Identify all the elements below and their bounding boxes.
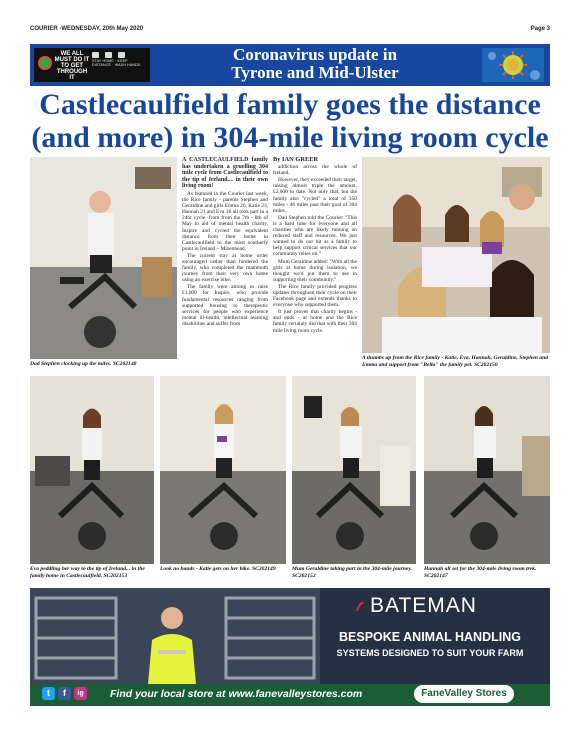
photo-eva [30,376,154,564]
virus-image [482,48,544,82]
twitter-icon[interactable]: t [42,687,55,700]
badge-subtitle: STAY HOME · KEEP DISTANCE · WASH HANDS [92,59,141,67]
ad-photo [30,588,320,684]
fane-valley-logo: FaneValley Stores [414,685,514,703]
article-paragraph: It just proves that charity begins - and ends - at home and the Rice family certainly did that with their 304 mile living room cycle. [273,309,357,334]
badge-title: WE ALL MUST DO IT TO GET THROUGH IT [54,51,90,81]
ad-store-link[interactable]: Find your local store at www.fanevalleystores.com [110,688,363,700]
article-lead: A CASTLECAULFIELD family has undertaken a gruelling 304 mile cycle from Castlecaulfield to the tip of Ireland.... in their own living room! [182,157,268,190]
headline: Castlecaulfield family goes the distance (and more) in 304-mile living room cycle [31,88,549,154]
article-col-2 [273,157,357,371]
banner-title-line1: Coronavirus update in [232,45,398,64]
caption-dad: Dad Stephen clocking up the miles. SC202148 [30,361,137,367]
caption-katie: Look no hands - Katie gets on her bike. SC202149 [160,566,276,572]
banner-title-line2: Tyrone and Mid-Ulster [231,63,399,82]
caption-eva: Eva peddling her way to the tip of Ireland... in the family home in Castlecaulfield. SC202153 [30,566,145,579]
photo-family [362,157,550,353]
badge-pictograms [92,52,146,58]
bateman-logo-icon [354,597,366,613]
byline: By IAN GREER [273,156,319,163]
article-paragraph: However, they exceeded their target, raising almost triple the amount, £2,600 to date. Not only that, but the family also "cycled" a total of 350 miles - 46 miles past their goal of 304 miles. [273,177,358,214]
page-number: Page 3 [530,26,550,32]
article-paragraph: The Rice family provided progress updates throughout their cycle on their Facebook page and extends thanks to everyone who supported them. [273,283,357,309]
running-head [30,26,550,36]
issue-date: COURIER -WEDNESDAY, 20th May 2020 [30,26,144,32]
caption-family: A thumbs up from the Rice family - Katie, Eva, Hannah, Geraldine, Stephen and Emma and support from "Bella" the family pet. SC202150 [362,355,549,368]
social-icons [42,687,87,700]
article-col-1 [182,157,268,371]
photo-hannah [424,376,550,564]
article-paragraph: addiction across the whole of Ireland. [273,164,357,177]
ad-brand: BATEMAN [370,594,477,617]
article-paragraph: Mum Geraldine added: "With all the girls at home during isolation, we thought we'd put them to use in supporting their community." [273,258,357,283]
article-paragraph: As featured in the Courier last week, the Rice family - parents Stephen and Geraldine and girls Emma 26, Katie 23, Hannah 21 and Eva 16 all took part in a 24hr cycle -from from the 7th - 8th of May in aid of mental health charity, Inspire and cycled the equivalent distance from their home in Castlecaulfield to the most southerly point in Ireland – Mizenhead. [182,190,268,252]
article-paragraph: Dad Stephen told the Courier: "This is a hard time for everyone and all charities who are likely running on reduced staff and resources. We just wanted to do our bit as a family to help support critical services that our community relies on." [273,214,357,258]
stay-home-badge [34,48,150,82]
ad-subheadline: SYSTEMS DESIGNED TO SUIT YOUR FARM [336,648,524,658]
caption-geraldine: Mum Geraldine taking part in the 304-mile journey. SC202152 [292,566,413,579]
facebook-icon[interactable]: f [58,687,71,700]
covid-logo-icon [38,56,52,70]
photo-katie [160,376,286,564]
section-banner [30,44,550,86]
instagram-icon[interactable]: ig [74,687,87,700]
advert-bateman[interactable] [30,588,550,706]
photo-dad [30,157,177,359]
photo-geraldine [292,376,416,564]
ad-headline: BESPOKE ANIMAL HANDLING [339,630,521,644]
article-paragraph: The family were aiming to raise £1,000 for Inspire, who provide fundamental resources ranging from supported housing to therapeutic services for people who experience mental ill-health, intellectual learning disabilities and suffer from [182,284,268,327]
article-paragraph: The current stay at home order encouraged rather than hindered the family, who completed the mammoth journey from their very own home using an exercise bike. [182,252,268,284]
banner-title [160,46,470,82]
caption-hannah: Hannah all set for the 304-mile living room trek. SC202147 [424,566,537,579]
